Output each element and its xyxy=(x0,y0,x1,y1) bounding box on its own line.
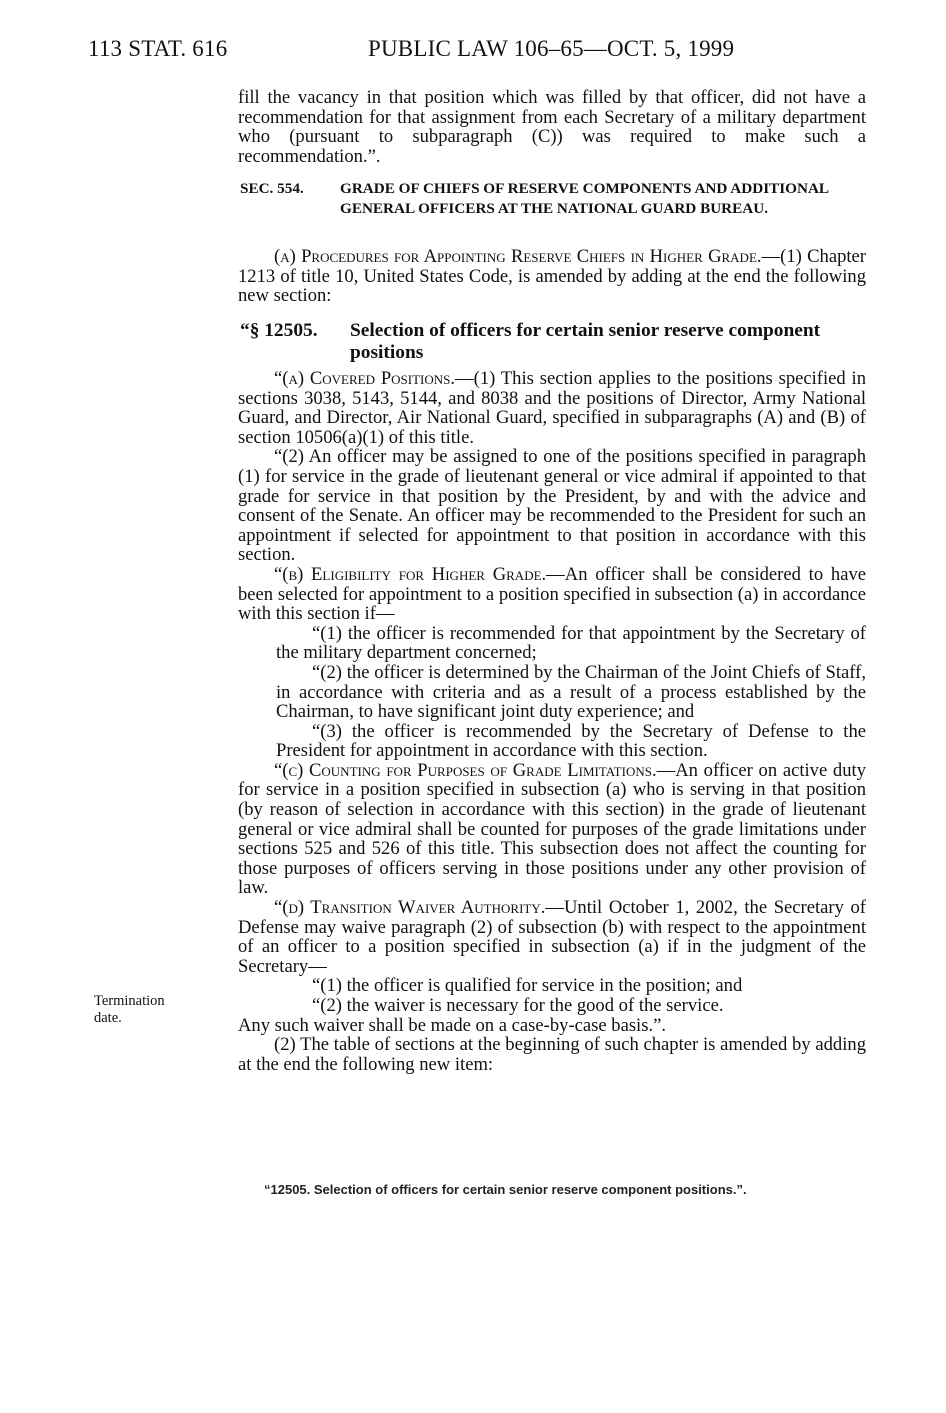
covered-text: —(1) This section applies to the positions specified in sections 3038, 5143, 5144, and 8038 and the positions of Director, Army National Guard, and Director, Air National Guard, specified in subparagraphs (A) and (B) of section 10506(a)(1) of this title. xyxy=(238,368,866,448)
eligibility-item: “(3) the officer is recommended by the Secretary of Defense to the President for appointment in accordance with this section. xyxy=(276,720,866,762)
para-2: (2) The table of sections at the beginning of such chapter is amended by adding at the end the following new item: xyxy=(238,1034,866,1075)
para-a-text: —(1) Chapter 1213 of title 10, United States Code, is amended by adding at the end the following new section: xyxy=(238,246,866,307)
page-stat-citation: 113 STAT. 616 xyxy=(88,36,228,61)
section-number: SEC. 554. xyxy=(240,180,304,197)
eligibility-heading: “(b) Eligibility for Higher Grade. xyxy=(274,563,547,585)
intro-paragraph: fill the vacancy in that position which was filled by that officer, did not have a recommendation for that assignment from each Secretary of a military department who (pursuant to subparagraph (C)) was required to make such a recommendation.”. xyxy=(238,87,866,167)
margin-note-line: Termination xyxy=(94,993,165,1009)
counting xyxy=(238,761,866,898)
para-a-heading: (a) Procedures for Appointing Reserve Chiefs in Higher Grade. xyxy=(274,246,762,267)
waiver-heading: “(d) Transition Waiver Authority. xyxy=(274,897,546,919)
eligibility-item: “(2) the officer is determined by the Chairman of the Joint Chiefs of Staff, in accordance with criteria and as a result of a process established by the Chairman, to have significant joint duty experience; and xyxy=(276,661,866,723)
covered-positions xyxy=(238,369,866,447)
waiver-item: “(1) the officer is qualified for service in the position; and xyxy=(312,975,743,997)
para-a xyxy=(238,247,866,306)
subsection-title: Selection of officers for certain senior reserve component positions xyxy=(350,320,821,363)
counting-text: —An officer on active duty for service in a position specified in subsection (a) who is serving in that position (by reason of selection in accordance with this section) in the grade of lieutenant general or vice admiral shall be counted for purposes of the grade limitations under sections 525 and 526 of this title. This subsection does not affect the counting for those purposes of officers serving in those positions under any other provision of law. xyxy=(238,759,866,899)
subsection-number: “§ 12505. xyxy=(240,320,318,341)
waiver-text: —Until October 1, 2002, the Secretary of Defense may waive paragraph (2) of subsection (b) with respect to the appointment of an officer to a position specified in subsection (a) if in the judgment of the Secretary— xyxy=(238,897,867,977)
eligibility xyxy=(238,565,866,624)
eligibility-item: “(1) the officer is recommended for that appointment by the Secretary of the military department concerned; xyxy=(276,622,866,664)
body-block xyxy=(238,369,866,1074)
covered-heading: “(a) Covered Positions. xyxy=(274,368,456,389)
counting-heading: “(c) Counting for Purposes of Grade Limitations. xyxy=(274,759,657,781)
waiver-closing: Any such waiver shall be made on a case-by-case basis.”. xyxy=(238,1014,667,1036)
covered-para-2: “(2) An officer may be assigned to one of the positions specified in paragraph (1) for service in the grade of lieutenant general or vice admiral if appointed to that grade for service in that position by the President, by and with the advice and consent of the Senate. An officer may be recommended to the President for such an appointment if selected for appointment to that position in accordance with this section. xyxy=(238,446,866,566)
waiver xyxy=(238,898,866,976)
table-of-sections-item: “12505. Selection of officers for certain senior reserve component positions.”. xyxy=(264,1182,747,1197)
para-a-block xyxy=(238,247,866,306)
section-heading xyxy=(240,179,868,219)
intro-paragraph-block xyxy=(238,88,866,166)
waiver-item: “(2) the waiver is necessary for the good of the service. xyxy=(312,995,724,1016)
margin-note-line: date. xyxy=(94,1010,122,1026)
subsection-heading xyxy=(240,320,868,364)
page-law-title: PUBLIC LAW 106–65—OCT. 5, 1999 xyxy=(368,36,735,61)
section-title: GRADE OF CHIEFS OF RESERVE COMPONENTS AND ADDITIONAL GENERAL OFFICERS AT THE NATIONAL GUARD BUREAU. xyxy=(340,180,829,217)
eligibility-text: —An officer shall be considered to have been selected for appointment to a position specified in subsection (a) in accordance with this section if— xyxy=(238,563,866,625)
margin-note xyxy=(94,993,165,1027)
